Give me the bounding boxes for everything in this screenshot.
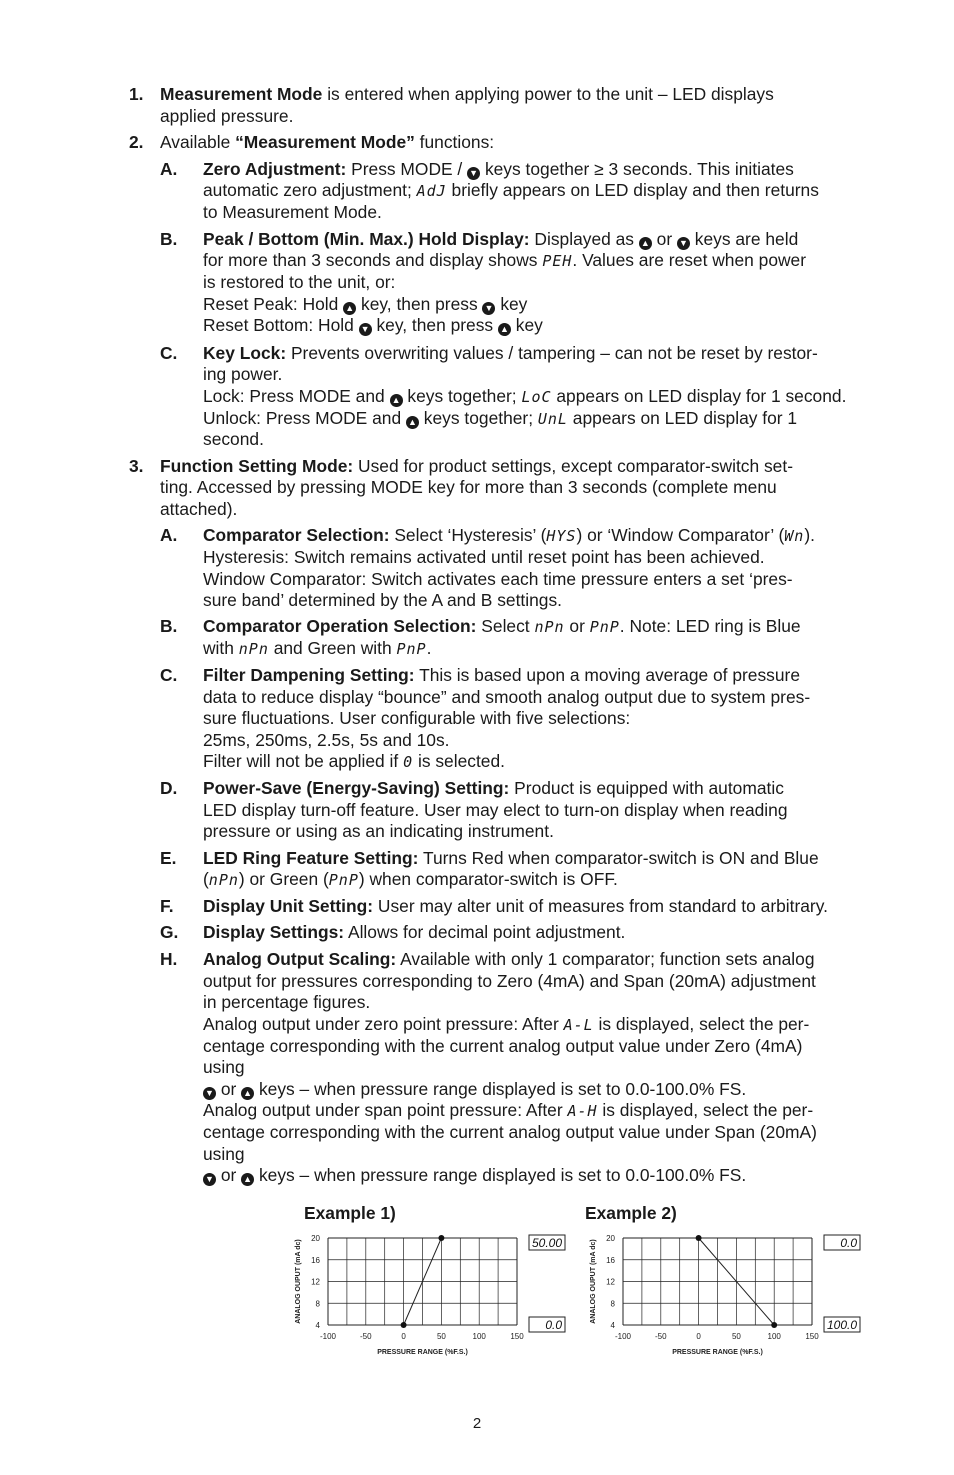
sub-text: for more than 3 seconds and display shows PEH. Values are reset when power [203,250,807,270]
sub-text: centage corresponding with the current analog output value under Span (20mA) [203,1122,817,1142]
y-axis-label: ANALOG OUPUT (mA dc) [590,1239,597,1324]
sub-text: using [203,1057,245,1077]
up-key-icon: ▲ [241,1173,254,1186]
sub-text: ing power. [203,364,283,384]
led-code: LoC [521,388,552,406]
sub-text: is restored to the unit, or: [203,272,396,292]
sub-letter: H. [160,949,178,969]
x-axis-label: PRESSURE RANGE (%F.S.) [672,1349,763,1356]
example-1-chart [290,1228,570,1363]
led-code: A-L [563,1016,594,1034]
down-key-icon: ▼ [203,1087,216,1100]
led-code: 0 [403,753,414,771]
example-2-title: Example 2) [585,1203,677,1223]
sub-text: in percentage figures. [203,992,371,1012]
x-tick-label: -100 [614,1332,632,1341]
y-tick-label: 8 [315,1299,320,1309]
y-tick-label: 8 [610,1299,615,1309]
sub-text: LED display turn-off feature. User may elect to turn-on display when reading [203,800,788,820]
y-axis-label: ANALOG OUPUT (mA dc) [295,1239,302,1324]
sub-text: Filter Dampening Setting: This is based upon a moving average of pressure [203,665,800,685]
led-code: AdJ [416,182,447,200]
led-display-value: 100.0 [826,1318,857,1332]
sub-letter: C. [160,343,178,363]
item-number: 3. [129,456,144,476]
led-code: nPn [534,618,565,636]
led-code: PnP [589,618,620,636]
x-tick-label: 100 [767,1332,781,1341]
sub-text: Key Lock: Prevents overwriting values / tampering – can not be reset by restor- [203,343,818,363]
sub-text: Hysteresis: Switch remains activated until reset point has been achieved. [203,547,765,567]
up-key-icon: ▲ [390,394,403,407]
sub-text: 25ms, 250ms, 2.5s, 5s and 10s. [203,730,450,750]
item-text: Available “Measurement Mode” functions: [160,132,495,152]
y-tick-label: 4 [610,1321,615,1330]
x-tick-label: 0 [401,1332,406,1341]
up-key-icon: ▲ [241,1087,254,1100]
sub-letter: E. [160,848,177,868]
sub-text: second. [203,429,264,449]
example-2-chart [585,1228,865,1363]
x-tick-label: 50 [436,1332,446,1341]
sub-letter: A. [160,159,178,179]
down-key-icon: ▼ [677,237,690,250]
item-text: attached). [160,499,238,519]
up-key-icon: ▲ [498,323,511,336]
x-tick-label: -100 [319,1332,337,1341]
x-tick-label: 100 [472,1332,486,1341]
sub-text: ▼ or ▲ keys – when pressure range displayed is set to 0.0-100.0% FS. [203,1079,746,1101]
sub-text: (nPn) or Green (PnP) when comparator-switch is OFF. [203,869,618,889]
y-tick-label: 12 [311,1277,320,1287]
x-tick-label: 50 [731,1332,741,1341]
sub-text: Comparator Selection: Select ‘Hysteresis’ (HYS) or ‘Window Comparator’ (Wn). [203,525,815,545]
item-text: ting. Accessed by pressing MODE key for more than 3 seconds (complete menu [160,477,777,497]
sub-text: Analog output under zero point pressure: After A-L is displayed, select the per- [203,1014,810,1034]
led-code: Wn [784,527,805,545]
sub-letter: F. [160,896,174,916]
y-tick-label: 16 [311,1255,320,1265]
sub-text: sure fluctuations. User configurable with five selections: [203,708,631,728]
data-point [438,1235,444,1241]
sub-text: Reset Peak: Hold ▲ key, then press ▼ key [203,294,528,314]
sub-letter: A. [160,525,178,545]
sub-text: LED Ring Feature Setting: Turns Red when comparator-switch is ON and Blue [203,848,819,868]
led-code: PnP [396,640,427,658]
led-code: PnP [328,871,359,889]
sub-text: Power-Save (Energy-Saving) Setting: Product is equipped with automatic [203,778,784,798]
sub-text: centage corresponding with the current analog output value under Zero (4mA) [203,1036,803,1056]
sub-letter: B. [160,616,178,636]
item-number: 2. [129,132,144,152]
led-code: HYS [546,527,577,545]
sub-text: using [203,1144,245,1164]
item-number: 1. [129,84,144,104]
x-tick-label: 150 [510,1332,524,1341]
sub-text: pressure or using as an indicating instrument. [203,821,554,841]
sub-text: Comparator Operation Selection: Select nPn or PnP. Note: LED ring is Blue [203,616,801,636]
down-key-icon: ▼ [482,302,495,315]
item-text: Function Setting Mode: Used for product settings, except comparator-switch set- [160,456,793,476]
sub-text: Window Comparator: Switch activates each time pressure enters a set ‘pres- [203,569,793,589]
led-display-value: 50.00 [531,1236,562,1250]
y-tick-label: 4 [315,1321,320,1330]
sub-text: Analog Output Scaling: Available with only 1 comparator; function sets analog [203,949,815,969]
down-key-icon: ▼ [203,1173,216,1186]
sub-text: Unlock: Press MODE and ▲ keys together; UnL appears on LED display for 1 [203,408,798,428]
led-code: UnL [537,410,568,428]
sub-letter: C. [160,665,178,685]
sub-text: Zero Adjustment: Press MODE / ▼ keys together ≥ 3 seconds. This initiates [203,159,794,179]
sub-text: ▼ or ▲ keys – when pressure range displayed is set to 0.0-100.0% FS. [203,1165,746,1187]
data-point [771,1322,777,1328]
sub-text: to Measurement Mode. [203,202,382,222]
sub-text: with nPn and Green with PnP. [203,638,432,658]
item-text: Measurement Mode is entered when applying power to the unit – LED displays [160,84,774,104]
sub-text: data to reduce display “bounce” and smooth analog output due to system pres- [203,687,811,707]
sub-text: Lock: Press MODE and ▲ keys together; LoC appears on LED display for 1 second. [203,386,847,406]
sub-text: output for pressures corresponding to Zero (4mA) and Span (20mA) adjustment [203,971,816,991]
down-key-icon: ▼ [467,167,480,180]
led-code: nPn [208,871,239,889]
sub-text: Filter will not be applied if 0 is selected. [203,751,505,771]
data-point [401,1322,407,1328]
y-tick-label: 12 [606,1277,615,1287]
up-key-icon: ▲ [343,302,356,315]
sub-text: Display Unit Setting: User may alter unit of measures from standard to arbitrary. [203,896,828,916]
led-code: A-H [567,1102,598,1120]
x-tick-label: -50 [655,1332,667,1341]
led-code: PEH [542,252,573,270]
example-1-title: Example 1) [304,1203,396,1223]
led-display-value: 0.0 [840,1236,857,1250]
sub-text: sure band’ determined by the A and B settings. [203,590,562,610]
data-point [696,1235,702,1241]
led-display-value: 0.0 [545,1318,562,1332]
x-axis-label: PRESSURE RANGE (%F.S.) [377,1349,468,1356]
y-tick-label: 20 [311,1234,320,1243]
up-key-icon: ▲ [639,237,652,250]
y-tick-label: 16 [606,1255,615,1265]
sub-text: automatic zero adjustment; AdJ briefly appears on LED display and then returns [203,180,819,200]
sub-text: Display Settings: Allows for decimal point adjustment. [203,922,626,942]
sub-letter: G. [160,922,179,942]
x-tick-label: 0 [696,1332,701,1341]
page-number: 2 [472,1415,482,1432]
led-code: nPn [238,640,269,658]
down-key-icon: ▼ [359,323,372,336]
sub-letter: D. [160,778,178,798]
sub-text: Analog output under span point pressure: After A-H is displayed, select the per- [203,1100,814,1120]
x-tick-label: -50 [360,1332,372,1341]
x-tick-label: 150 [805,1332,819,1341]
up-key-icon: ▲ [406,416,419,429]
y-tick-label: 20 [606,1234,615,1243]
sub-letter: B. [160,229,178,249]
item-text: applied pressure. [160,106,294,126]
sub-text: Peak / Bottom (Min. Max.) Hold Display: Displayed as ▲ or ▼ keys are held [203,229,799,249]
sub-text: Reset Bottom: Hold ▼ key, then press ▲ key [203,315,543,335]
